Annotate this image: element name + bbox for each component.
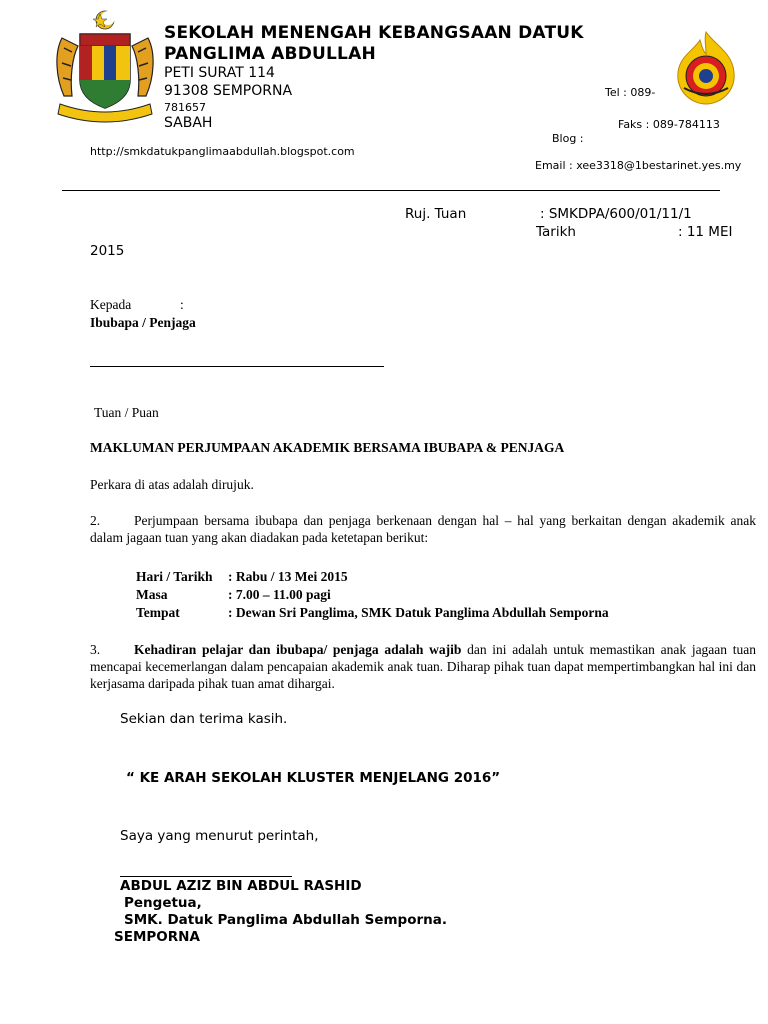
kepada-colon: : [180, 297, 184, 312]
recipient-underline [90, 366, 384, 367]
detail-label: Masa [136, 587, 168, 602]
recipient-name: Ibubapa / Penjaga [90, 315, 196, 330]
ruj-label: Ruj. Tuan [405, 206, 467, 222]
detail-row-date [136, 569, 348, 585]
signatory-title: Pengetua, [124, 895, 202, 911]
detail-value: : Dewan Sri Panglima, SMK Datuk Panglima Abdullah Semporna [228, 605, 609, 620]
signoff-text: Saya yang menurut perintah, [120, 828, 319, 844]
detail-row-venue [136, 605, 609, 621]
address-line3: 781657 [164, 101, 206, 114]
paragraph-2-text: Perjumpaan bersama ibubapa dan penjaga berkenaan dengan hal – hal yang berkaitan dengan akademik anak dalam jagaan tuan yang akan diadakan pada ketetapan berikut: [90, 513, 756, 545]
salutation: Tuan / Puan [94, 405, 159, 420]
tarikh-value: : 11 MEI [678, 224, 733, 240]
paragraph-3 [90, 641, 756, 692]
ruj-value: : SMKDPA/600/01/11/1 [540, 206, 692, 222]
detail-label: Tempat [136, 605, 180, 620]
paragraph-2-number: 2. [90, 513, 101, 528]
school-name-line1: SEKOLAH MENENGAH KEBANGSAAN DATUK [164, 23, 584, 43]
kepada-label: Kepada [90, 297, 132, 312]
detail-value: : 7.00 – 11.00 pagi [228, 587, 331, 602]
closing-text: Sekian dan terima kasih. [120, 711, 288, 727]
fax-number: Faks : 089-784113 [618, 118, 720, 131]
detail-label: Hari / Tarikh [136, 569, 213, 584]
blog-label: Blog : [552, 132, 584, 145]
email-address: Email : xee3318@1bestarinet.yes.my [535, 159, 742, 172]
address-line2: 91308 SEMPORNA [164, 83, 293, 99]
signatory-town: SEMPORNA [114, 929, 200, 945]
signatory-name: ABDUL AZIZ BIN ABDUL RASHID [120, 878, 362, 894]
address-line4: SABAH [164, 115, 213, 131]
detail-value: : Rabu / 13 Mei 2015 [228, 569, 348, 584]
school-name-line2: PANGLIMA ABDULLAH [164, 44, 376, 64]
paragraph-2 [90, 512, 756, 546]
tarikh-label: Tarikh [536, 224, 576, 240]
paragraph-3-text: dan ini adalah untuk memastikan anak jagaan tuan mencapai kecemerlangan dalam pencapaian akademik anak tuan. Diharap pihak tuan dapat mempertimbangkan hal ini dan kerjasama daripada pihak tuan amat dihargai. [90, 642, 757, 691]
paragraph-3-bold-text: Kehadiran pelajar dan ibubapa/ penjaga adalah wajib [134, 642, 462, 657]
tel-number: Tel : 089- [605, 86, 656, 99]
malaysia-coat-of-arms-logo [50, 8, 160, 126]
paragraph-3-number: 3. [90, 642, 101, 657]
detail-row-time [136, 587, 331, 603]
address-line1: PETI SURAT 114 [164, 65, 275, 81]
letter-subject: MAKLUMAN PERJUMPAAN AKADEMIK BERSAMA IBUBAPA & PENJAGA [90, 440, 565, 455]
school-motto: “ KE ARAH SEKOLAH KLUSTER MENJELANG 2016” [126, 770, 501, 786]
tarikh-year: 2015 [90, 243, 125, 259]
website-url: http://smkdatukpanglimaabdullah.blogspot.com [90, 145, 355, 158]
signatory-school: SMK. Datuk Panglima Abdullah Semporna. [124, 912, 448, 928]
signature-line [120, 876, 292, 877]
paragraph-1: Perkara di atas adalah dirujuk. [90, 477, 254, 492]
school-crest-logo [670, 30, 742, 106]
header-divider [62, 190, 720, 191]
